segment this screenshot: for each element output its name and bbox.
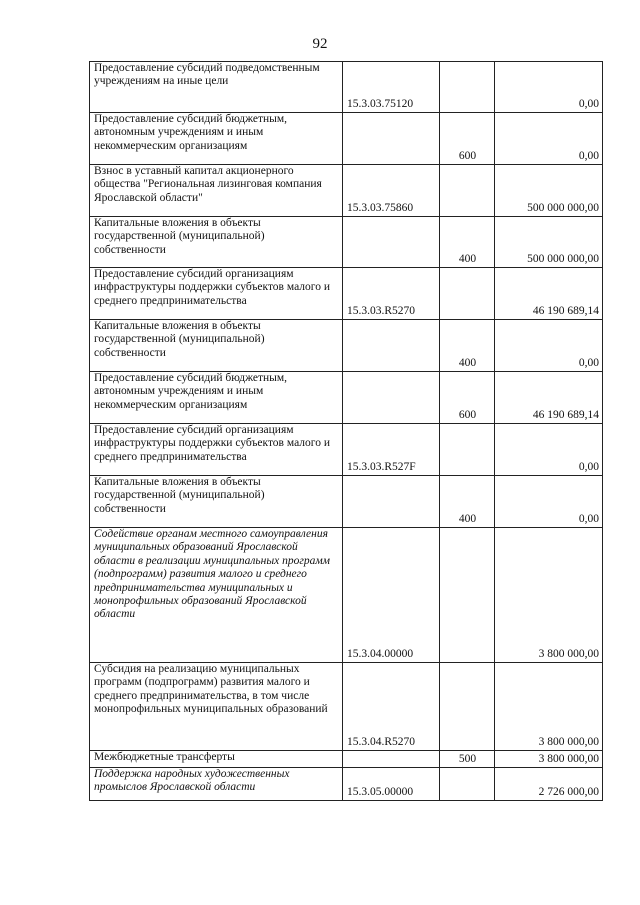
row-code-cell xyxy=(343,217,440,268)
table-row xyxy=(90,476,603,528)
row-expense-type-cell xyxy=(440,165,495,217)
row-code-cell xyxy=(343,751,440,768)
page-number: 92 xyxy=(312,36,328,52)
row-expense-type-cell xyxy=(440,768,495,801)
row-code-cell: 15.3.04.R5270 xyxy=(343,663,440,751)
row-name-cell: Предоставление субсидий подведомственным учреждениям на иные цели xyxy=(90,62,343,113)
row-amount-cell: 2 726 000,00 xyxy=(495,768,603,801)
row-amount-cell: 500 000 000,00 xyxy=(495,165,603,217)
row-amount-cell: 46 190 689,14 xyxy=(495,268,603,320)
row-amount-cell: 46 190 689,14 xyxy=(495,372,603,424)
table-row xyxy=(90,217,603,268)
row-name-cell: Взнос в уставный капитал акционерного общества "Региональная лизинговая компания Ярославской области" xyxy=(90,165,343,217)
row-code-cell xyxy=(343,372,440,424)
row-code-cell: 15.3.03.R527F xyxy=(343,424,440,476)
budget-table-body xyxy=(90,62,603,801)
row-name-cell: Поддержка народных художественных промыслов Ярославской области xyxy=(90,768,343,801)
row-expense-type-cell: 600 xyxy=(440,372,495,424)
row-expense-type-cell xyxy=(440,424,495,476)
row-amount-cell: 500 000 000,00 xyxy=(495,217,603,268)
row-code-cell xyxy=(343,476,440,528)
table-row xyxy=(90,268,603,320)
row-expense-type-cell: 400 xyxy=(440,320,495,372)
row-amount-cell: 0,00 xyxy=(495,320,603,372)
row-expense-type-cell: 400 xyxy=(440,476,495,528)
row-code-cell: 15.3.03.75120 xyxy=(343,62,440,113)
row-expense-type-cell: 600 xyxy=(440,113,495,165)
row-code-cell: 15.3.04.00000 xyxy=(343,528,440,663)
table-row xyxy=(90,165,603,217)
row-expense-type-cell: 400 xyxy=(440,217,495,268)
row-name-cell: Субсидия на реализацию муниципальных программ (подпрограмм) развития малого и среднего предпринимательства, в том числе монопрофильных муниципальных образований xyxy=(90,663,343,751)
row-name-cell: Межбюджетные трансферты xyxy=(90,751,343,768)
row-name-cell: Содействие органам местного самоуправления муниципальных образований Ярославской области в реализации муниципальных программ (подпрограмм) развития малого и среднего предпринимательства муниципальных и монопрофильных образований Ярославской области xyxy=(90,528,343,663)
row-amount-cell: 3 800 000,00 xyxy=(495,663,603,751)
row-name-cell: Предоставление субсидий бюджетным, автономным учреждениям и иным некоммерческим организациям xyxy=(90,372,343,424)
row-expense-type-cell: 500 xyxy=(440,751,495,768)
row-amount-cell: 0,00 xyxy=(495,113,603,165)
row-expense-type-cell xyxy=(440,528,495,663)
row-code-cell xyxy=(343,320,440,372)
row-amount-cell: 3 800 000,00 xyxy=(495,751,603,768)
row-name-cell: Предоставление субсидий организациям инфраструктуры поддержки субъектов малого и среднего предпринимательства xyxy=(90,268,343,320)
row-name-cell: Капитальные вложения в объекты государственной (муниципальной) собственности xyxy=(90,320,343,372)
row-expense-type-cell xyxy=(440,62,495,113)
row-name-cell: Капитальные вложения в объекты государственной (муниципальной) собственности xyxy=(90,476,343,528)
table-row xyxy=(90,320,603,372)
row-amount-cell: 3 800 000,00 xyxy=(495,528,603,663)
budget-table xyxy=(89,61,603,801)
table-row xyxy=(90,751,603,768)
row-amount-cell: 0,00 xyxy=(495,424,603,476)
row-name-cell: Предоставление субсидий организациям инфраструктуры поддержки субъектов малого и среднего предпринимательства xyxy=(90,424,343,476)
row-name-cell: Предоставление субсидий бюджетным, автономным учреждениям и иным некоммерческим организациям xyxy=(90,113,343,165)
row-code-cell: 15.3.03.R5270 xyxy=(343,268,440,320)
row-code-cell: 15.3.05.00000 xyxy=(343,768,440,801)
row-amount-cell: 0,00 xyxy=(495,476,603,528)
table-row xyxy=(90,663,603,751)
table-row xyxy=(90,528,603,663)
table-row xyxy=(90,113,603,165)
table-row xyxy=(90,424,603,476)
row-code-cell xyxy=(343,113,440,165)
row-code-cell: 15.3.03.75860 xyxy=(343,165,440,217)
row-expense-type-cell xyxy=(440,268,495,320)
row-expense-type-cell xyxy=(440,663,495,751)
row-name-cell: Капитальные вложения в объекты государственной (муниципальной) собственности xyxy=(90,217,343,268)
table-row xyxy=(90,62,603,113)
row-amount-cell: 0,00 xyxy=(495,62,603,113)
table-row xyxy=(90,372,603,424)
table-row xyxy=(90,768,603,801)
